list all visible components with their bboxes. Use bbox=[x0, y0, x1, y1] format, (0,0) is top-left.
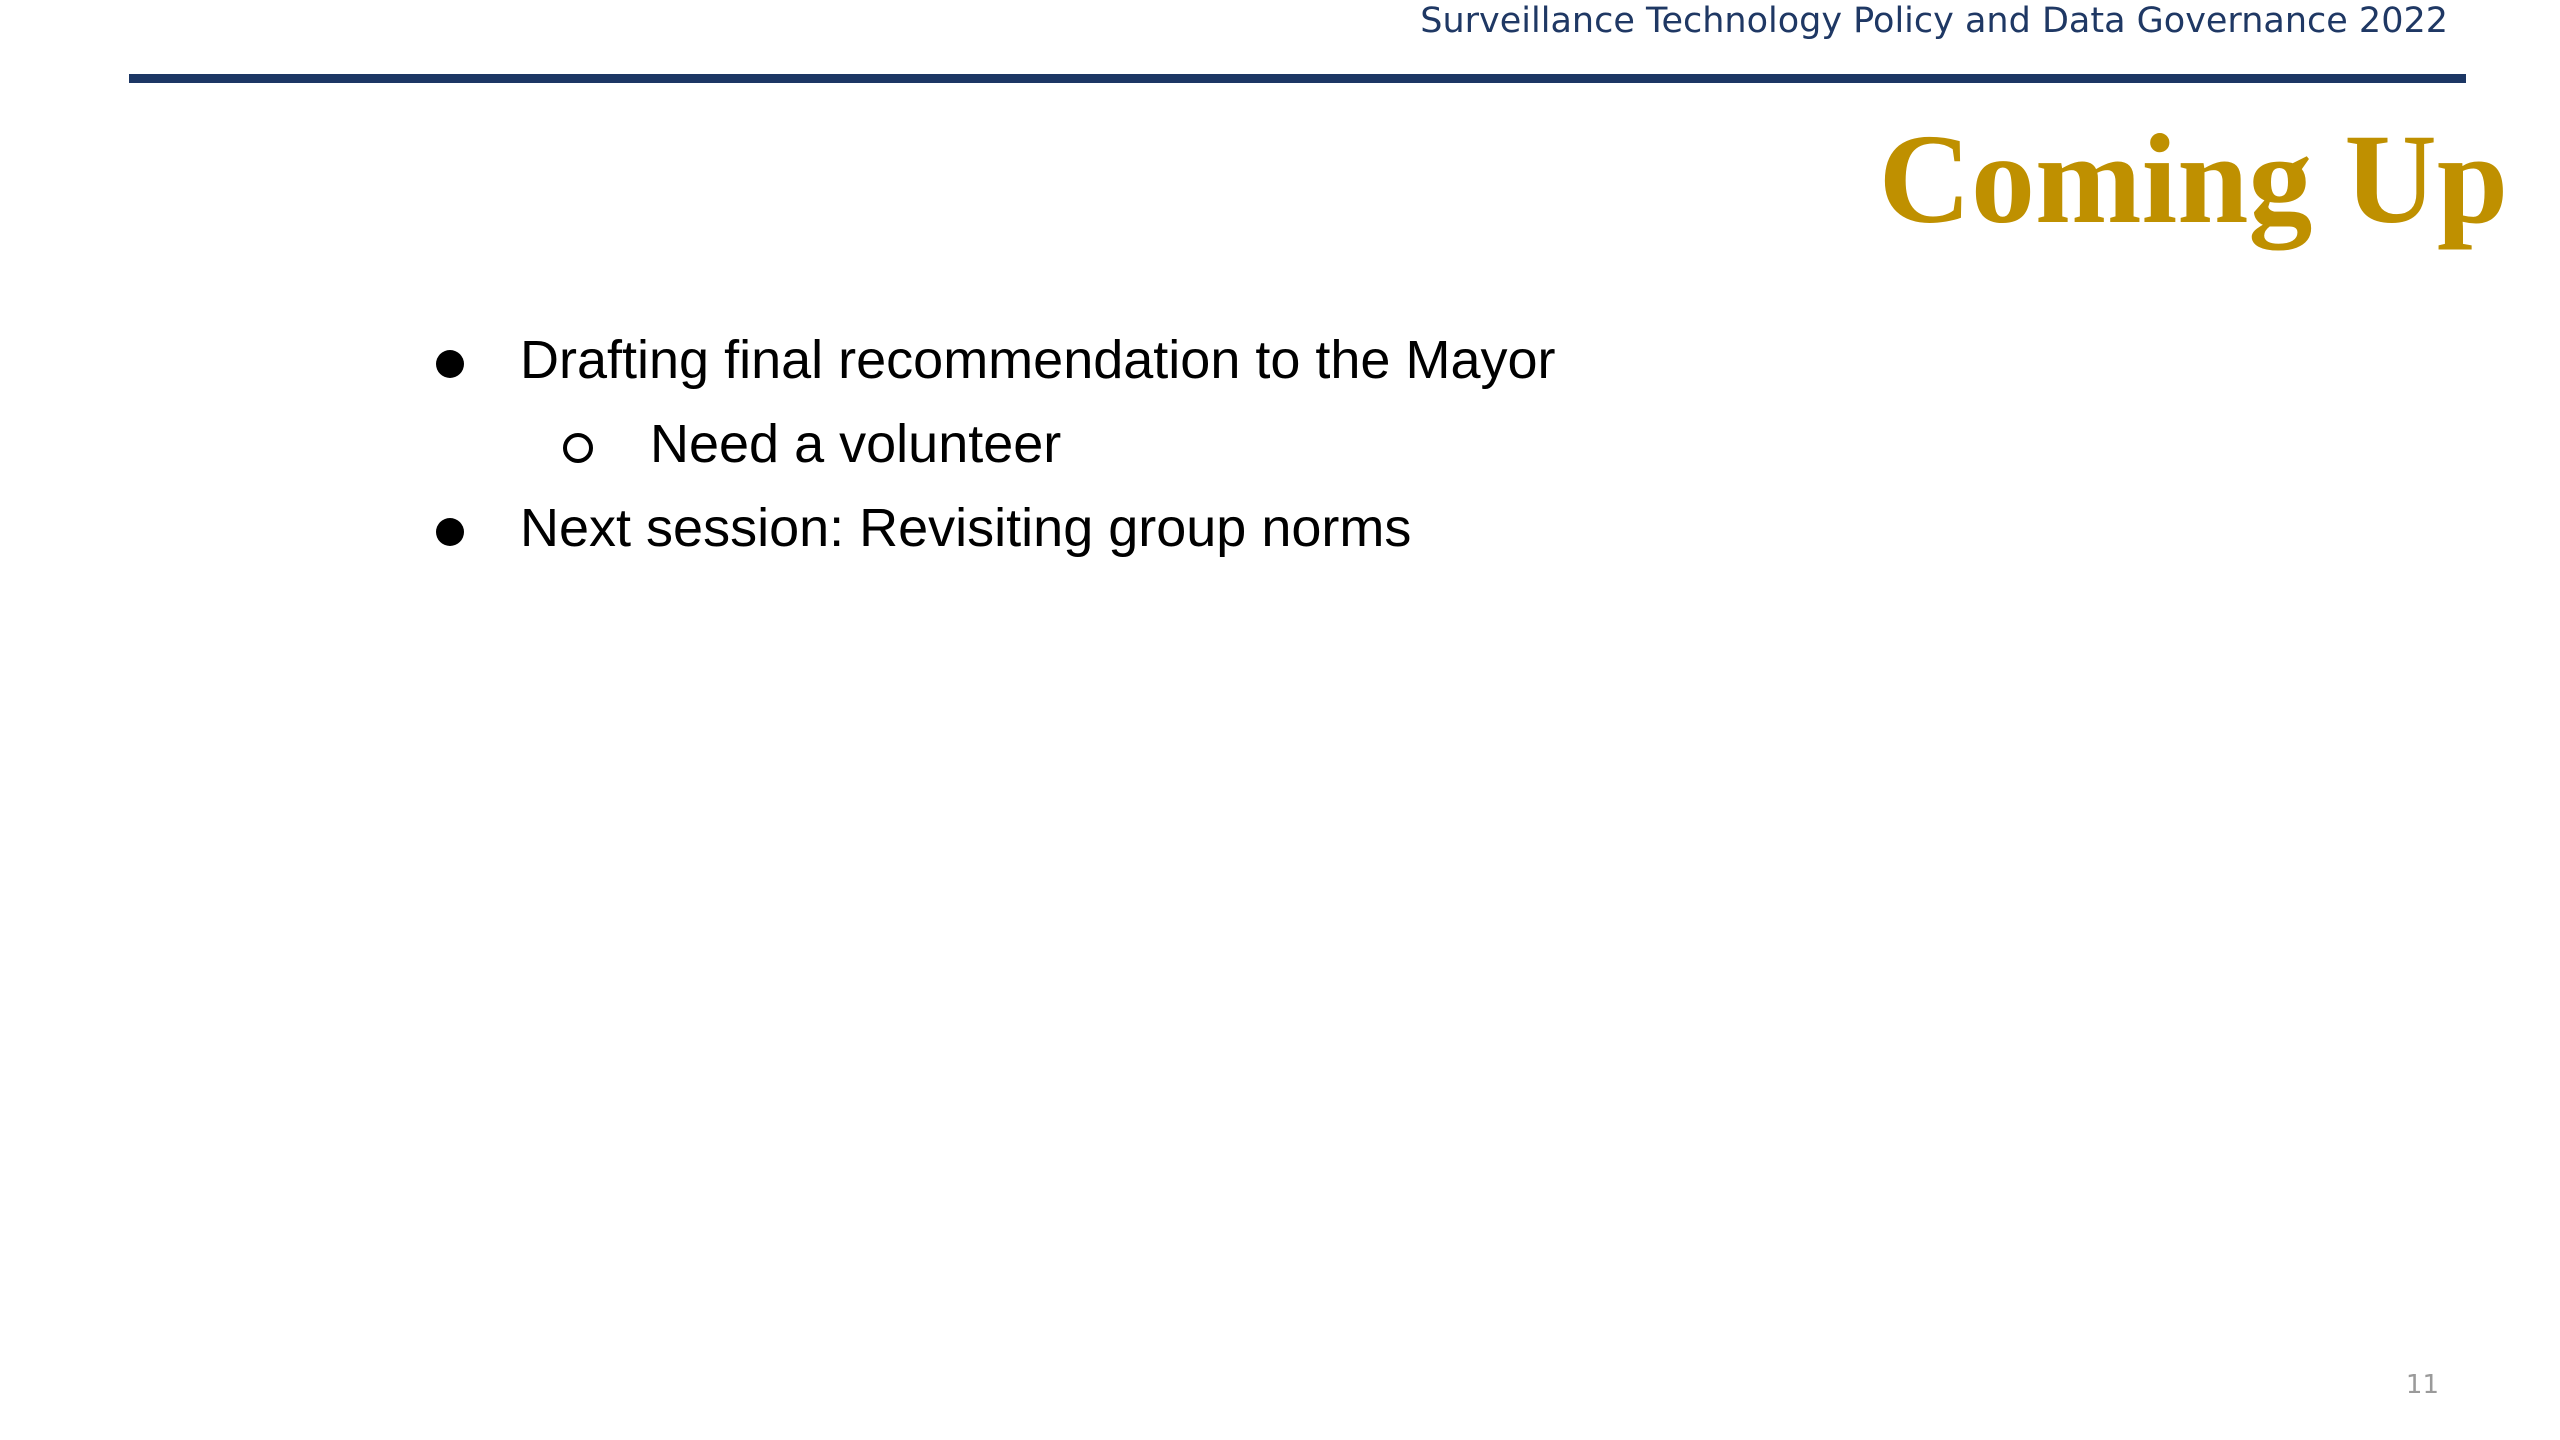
bullet-text: Next session: Revisiting group norms bbox=[520, 498, 1412, 558]
header-rule bbox=[129, 74, 2466, 83]
bullet-text: Need a volunteer bbox=[650, 414, 1062, 474]
bullet-dot-icon bbox=[420, 486, 480, 570]
bullet-ring-icon bbox=[548, 402, 608, 486]
page-number: 11 bbox=[2405, 1370, 2439, 1400]
bullet-list bbox=[420, 318, 1556, 570]
list-item bbox=[420, 486, 1556, 570]
list-item bbox=[420, 402, 1556, 486]
header-title: Surveillance Technology Policy and Data Governance 2022 bbox=[1420, 1, 2448, 41]
bullet-text: Drafting final recommendation to the Mayor bbox=[520, 330, 1556, 390]
slide-heading: Coming Up bbox=[1878, 108, 2508, 250]
bullet-dot-icon bbox=[420, 318, 480, 402]
list-item bbox=[420, 318, 1556, 402]
